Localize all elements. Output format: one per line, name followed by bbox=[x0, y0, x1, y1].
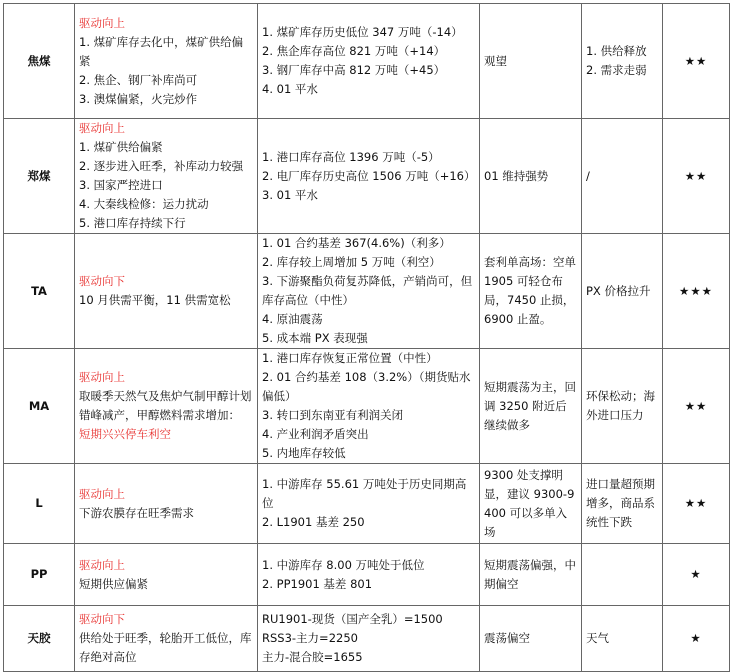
inventory-line: 1. 港口库存恢复正常位置（中性） bbox=[262, 351, 438, 365]
inventory-line: 2. L1901 基差 250 bbox=[262, 515, 365, 529]
inventory-cell bbox=[258, 234, 480, 349]
risk-cell bbox=[582, 464, 663, 544]
risk-line: 2. 需求走弱 bbox=[586, 63, 647, 77]
commodity-name: MA bbox=[4, 349, 75, 464]
inventory-line: 4. 01 平水 bbox=[262, 82, 318, 96]
inventory-cell bbox=[258, 4, 480, 119]
strategy-line: 震荡偏空 bbox=[484, 631, 530, 645]
direction-label: 驱动向上 bbox=[79, 486, 125, 501]
driver-line: 供给处于旺季，轮胎开工低位，库存绝对高位 bbox=[79, 631, 252, 664]
inventory-line: 2. 焦企库存高位 821 万吨（+14） bbox=[262, 44, 446, 58]
risk-cell bbox=[582, 4, 663, 119]
strategy-cell bbox=[480, 119, 582, 234]
inventory-line: 3. 01 平水 bbox=[262, 187, 318, 202]
driver-cell bbox=[75, 4, 258, 119]
inventory-line: 1. 中游库存 55.61 万吨处于历史同期高位 bbox=[262, 477, 467, 510]
risk-cell bbox=[582, 544, 663, 606]
inventory-line: 5. 成本端 PX 表现强 bbox=[262, 331, 368, 345]
rating-stars: ★ bbox=[663, 544, 730, 606]
driver-cell bbox=[75, 234, 258, 349]
inventory-line: 主力-混合胶=1655 bbox=[262, 650, 363, 664]
inventory-line: 4. 产业利润矛盾突出 bbox=[262, 427, 369, 441]
driver-cell bbox=[75, 349, 258, 464]
driver-line: 5. 港口库存持续下行 bbox=[79, 216, 186, 230]
driver-cell bbox=[75, 464, 258, 544]
driver-line: 2. 焦企、钢厂补库尚可 bbox=[79, 72, 198, 87]
rating-stars: ★★ bbox=[663, 4, 730, 119]
risk-line: 1. 供给释放 bbox=[586, 44, 647, 58]
driver-line: 3. 澳煤偏紧，火完炒作 bbox=[79, 91, 198, 106]
inventory-line: 1. 01 合约基差 367(4.6%)（利多） bbox=[262, 236, 451, 250]
rating-stars: ★★ bbox=[663, 119, 730, 234]
table-row bbox=[4, 4, 730, 119]
direction-label: 驱动向上 bbox=[79, 370, 125, 384]
inventory-line: 2. 01 合约基差 108（3.2%）（期货贴水偏低） bbox=[262, 370, 471, 403]
strategy-line: 短期震荡偏强，中期偏空 bbox=[484, 557, 576, 591]
inventory-line: 2. 库存较上周增加 5 万吨（利空） bbox=[262, 255, 441, 269]
risk-cell bbox=[582, 119, 663, 234]
inventory-line: 3. 钢厂库存中高 812 万吨（+45） bbox=[262, 63, 446, 77]
inventory-cell bbox=[258, 606, 480, 672]
risk-cell bbox=[582, 349, 663, 464]
direction-label: 驱动向下 bbox=[79, 274, 125, 288]
rating-stars: ★★ bbox=[663, 349, 730, 464]
inventory-line: RSS3-主力=2250 bbox=[262, 631, 358, 645]
commodity-name: PP bbox=[4, 544, 75, 606]
driver-line: 1. 煤矿供给偏紧 bbox=[79, 140, 163, 154]
risk-line: 环保松动；海外进口压力 bbox=[586, 389, 655, 422]
risk-cell bbox=[582, 606, 663, 672]
commodity-table-body bbox=[4, 4, 730, 672]
strategy-line: 短期震荡为主，回调 3250 附近后继续做多 bbox=[484, 379, 576, 432]
inventory-line: 1. 港口库存高位 1396 万吨（-5） bbox=[262, 149, 440, 164]
strategy-line: 套利单高场：空单 1905 可轻仓布局，7450 止损，6900 止盈。 bbox=[484, 255, 576, 326]
strategy-cell bbox=[480, 4, 582, 119]
risk-line: 天气 bbox=[586, 631, 609, 645]
rating-stars: ★ bbox=[663, 606, 730, 672]
commodity-name: 焦煤 bbox=[4, 4, 75, 119]
strategy-cell bbox=[480, 544, 582, 606]
strategy-line: 01 维持强势 bbox=[484, 168, 549, 183]
strategy-cell bbox=[480, 464, 582, 544]
inventory-line: 2. 电厂库存历史高位 1506 万吨（+16） bbox=[262, 168, 476, 183]
rating-stars: ★★★ bbox=[663, 234, 730, 349]
table-row bbox=[4, 349, 730, 464]
risk-line: 进口量超预期增多，商品系统性下跌 bbox=[586, 477, 655, 529]
inventory-line: 1. 煤矿库存历史低位 347 万吨（-14） bbox=[262, 25, 463, 39]
risk-line: PX 价格拉升 bbox=[586, 283, 651, 298]
driver-cell bbox=[75, 544, 258, 606]
commodity-table bbox=[3, 3, 730, 672]
inventory-line: 4. 原油震荡 bbox=[262, 312, 323, 326]
inventory-line: 2. PP1901 基差 801 bbox=[262, 576, 373, 591]
driver-line: 4. 大秦线检修：运力扰动 bbox=[79, 197, 209, 211]
inventory-cell bbox=[258, 544, 480, 606]
inventory-cell bbox=[258, 119, 480, 234]
table-row bbox=[4, 544, 730, 606]
commodity-name: 天胶 bbox=[4, 606, 75, 672]
driver-line: 下游农膜存在旺季需求 bbox=[79, 505, 194, 520]
driver-line: 10 月供需平衡，11 供需宽松 bbox=[79, 293, 231, 307]
table-row bbox=[4, 464, 730, 544]
direction-label: 驱动向上 bbox=[79, 121, 125, 135]
inventory-cell bbox=[258, 349, 480, 464]
risk-cell bbox=[582, 234, 663, 349]
strategy-cell bbox=[480, 606, 582, 672]
driver-line: 3. 国家严控进口 bbox=[79, 178, 163, 192]
table-row bbox=[4, 119, 730, 234]
inventory-line: 5. 内地库存较低 bbox=[262, 446, 346, 460]
strategy-cell bbox=[480, 349, 582, 464]
driver-line: 取暖季天然气及焦炉气制甲醇计划错峰减产，甲醇燃料需求增加： bbox=[79, 389, 252, 422]
driver-line: 2. 逐步进入旺季，补库动力较强 bbox=[79, 159, 244, 173]
inventory-line: 3. 转口到东南亚有利润关闭 bbox=[262, 408, 404, 422]
commodity-name: L bbox=[4, 464, 75, 544]
strategy-line: 9300 处支撑明显，建议 9300-9400 可以多单入场 bbox=[484, 467, 575, 539]
driver-line: 1. 煤矿库存去化中，煤矿供给偏紧 bbox=[79, 34, 244, 68]
table-row bbox=[4, 234, 730, 349]
inventory-cell bbox=[258, 464, 480, 544]
direction-label: 驱动向上 bbox=[79, 15, 125, 30]
driver-line: 短期供应偏紧 bbox=[79, 576, 148, 591]
inventory-line: RU1901-现货（国产全乳）=1500 bbox=[262, 612, 443, 626]
strategy-cell bbox=[480, 234, 582, 349]
commodity-name: 郑煤 bbox=[4, 119, 75, 234]
direction-label: 驱动向下 bbox=[79, 612, 125, 626]
driver-line: 短期兴兴停车利空 bbox=[79, 427, 171, 441]
driver-cell bbox=[75, 119, 258, 234]
direction-label: 驱动向上 bbox=[79, 557, 125, 572]
commodity-name: TA bbox=[4, 234, 75, 349]
strategy-line: 观望 bbox=[484, 53, 507, 68]
risk-line: / bbox=[586, 168, 590, 183]
table-row bbox=[4, 606, 730, 672]
rating-stars: ★★ bbox=[663, 464, 730, 544]
inventory-line: 3. 下游聚酯负荷复苏降低，产销尚可，但库存高位（中性） bbox=[262, 274, 473, 307]
inventory-line: 1. 中游库存 8.00 万吨处于低位 bbox=[262, 557, 425, 572]
driver-cell bbox=[75, 606, 258, 672]
